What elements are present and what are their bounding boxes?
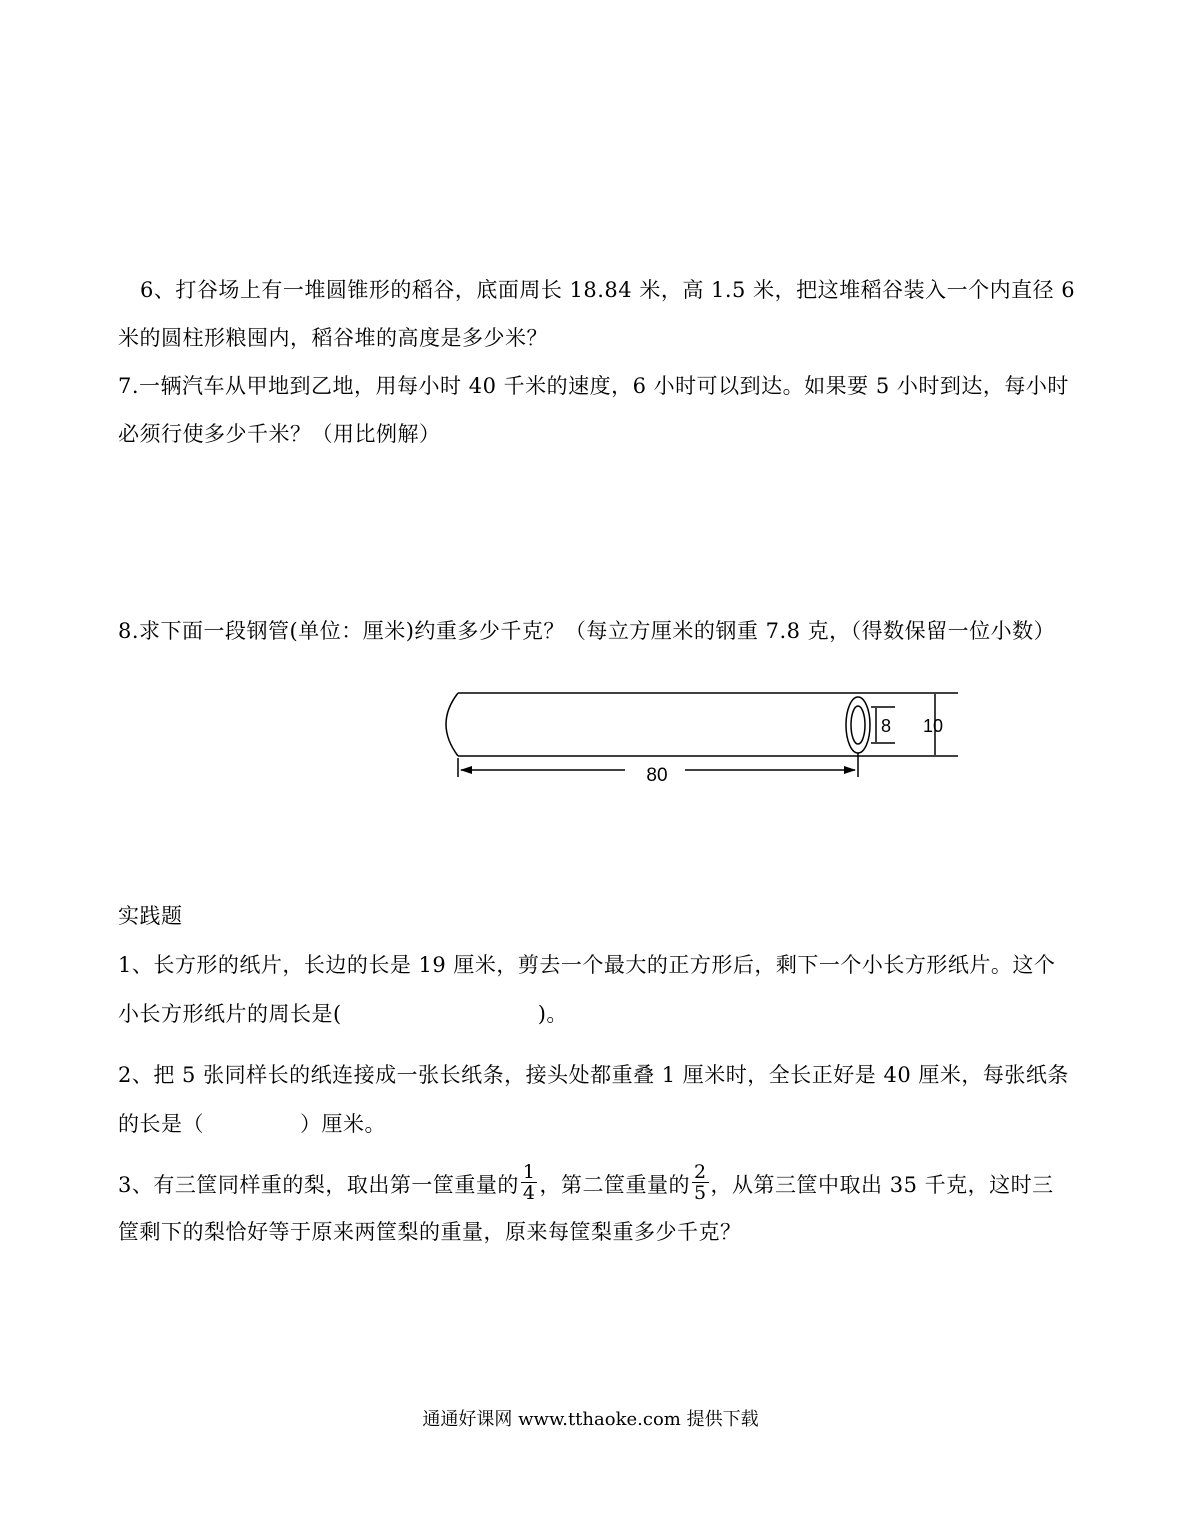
fraction-numerator: 2: [693, 1161, 707, 1183]
fraction-one-quarter: [521, 1162, 538, 1203]
length-label: 80: [646, 765, 668, 786]
fraction-numerator: 1: [522, 1161, 536, 1183]
p3-text-b: ，第二筐重量的: [539, 1173, 690, 1197]
p1-line2: [118, 1000, 568, 1028]
p2-line1: 2、把 5 张同样长的纸连接成一张长纸条，接头处都重叠 1 厘米时，全长正好是 40 厘米，每张纸条: [118, 1063, 1069, 1087]
p3-text-a: 3、有三筐同样重的梨，取出第一筐重量的: [118, 1173, 519, 1197]
p2-line2: [118, 1110, 386, 1138]
q6-line1: 6、打谷场上有一堆圆锥形的稻谷，底面周长 18.84 米，高 1.5 米，把这堆稻谷装入一个内直径 6: [140, 278, 1076, 302]
p1-line2-end: )。: [537, 1002, 568, 1026]
steel-pipe-diagram: [430, 680, 970, 790]
p1-line2-start: 小长方形纸片的周长是(: [118, 1002, 342, 1026]
p3-line1: [118, 1161, 1054, 1207]
p3-text-c: ，从第三筐中取出 35 千克，这时三: [710, 1173, 1054, 1197]
pipe-inner-ellipse: [851, 706, 865, 744]
inner-diameter-label: 8: [880, 716, 892, 736]
p3-line2: 筐剩下的梨恰好等于原来两筐梨的重量，原来每筐梨重多少千克？: [118, 1220, 742, 1244]
page-footer: 通通好课网 www.tthaoke.com 提供下载: [422, 1409, 759, 1430]
length-arrowhead-left: [460, 766, 472, 774]
length-arrowhead-right: [844, 766, 856, 774]
p2-line2-start: 的长是（: [118, 1112, 204, 1136]
practice-heading: 实践题: [118, 904, 183, 928]
pipe-left-end: [446, 693, 458, 756]
q6-line2: 米的圆柱形粮囤内，稻谷堆的高度是多少米？: [118, 326, 548, 350]
p2-line2-end: ）厘米。: [300, 1112, 386, 1136]
fraction-denominator: 5: [693, 1182, 707, 1204]
q8-line1: 8.求下面一段钢管(单位：厘米)约重多少千克？（每立方厘米的钢重 7.8 克，（得数保留一位小数）: [118, 619, 1056, 643]
q7-line2: 必须行使多少千米？（用比例解）: [118, 422, 441, 446]
fraction-denominator: 4: [522, 1182, 536, 1204]
p1-line1: 1、长方形的纸片，长边的长是 19 厘米，剪去一个最大的正方形后，剩下一个小长方形纸片。这个: [118, 953, 1056, 977]
fraction-two-fifths: [692, 1162, 709, 1203]
outer-diameter-label: 10: [922, 716, 944, 736]
q7-line1: 7.一辆汽车从甲地到乙地，用每小时 40 千米的速度，6 小时可以到达。如果要 5 小时到达，每小时: [118, 374, 1069, 398]
